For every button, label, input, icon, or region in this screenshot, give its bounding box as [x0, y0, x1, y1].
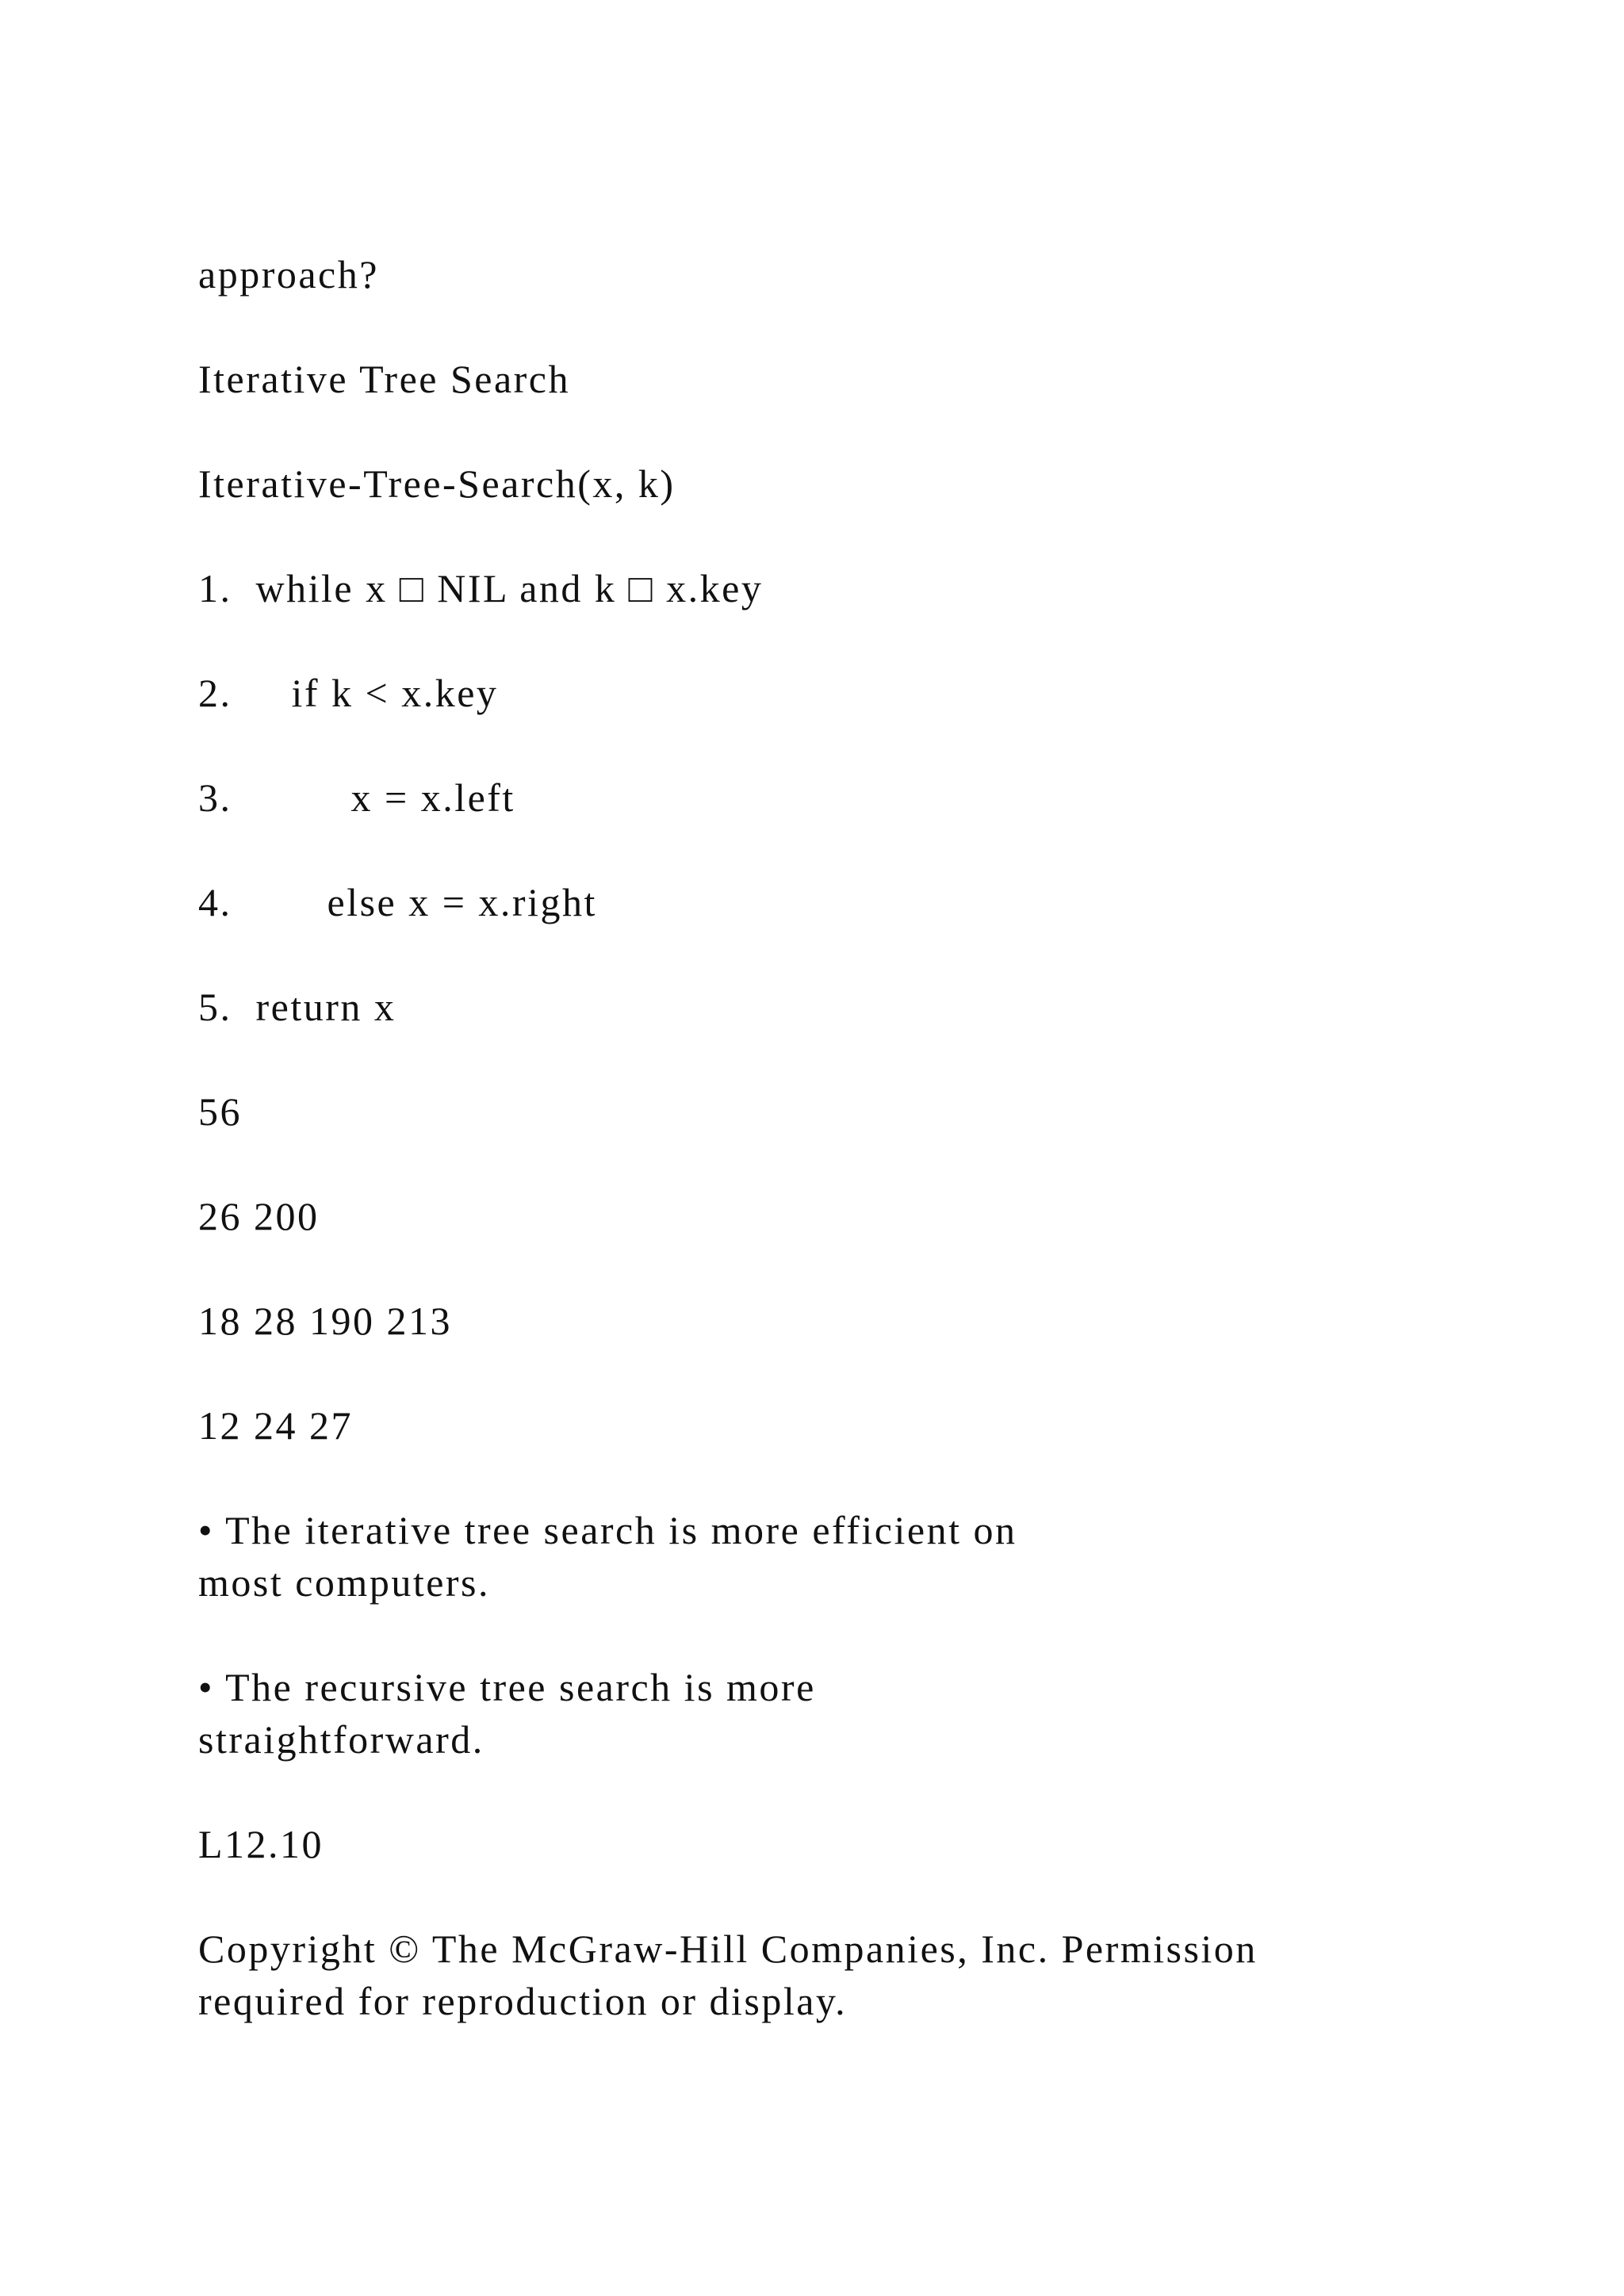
- bullet-recursive: • The recursive tree search is more straightforward.: [198, 1665, 816, 1762]
- function-signature: Iterative-Tree-Search(x, k): [198, 461, 676, 506]
- code-line-5: 5. return x: [198, 985, 396, 1029]
- tree-level-3: 18 28 190 213: [198, 1299, 452, 1343]
- code-line-2: 2. if k < x.key: [198, 671, 499, 715]
- tree-level-4: 12 24 27: [198, 1403, 353, 1448]
- code-line-3: 3. x = x.left: [198, 775, 515, 820]
- tree-level-1: 56: [198, 1089, 242, 1134]
- bullet-iterative: • The iterative tree search is more efficient on most computers.: [198, 1508, 1017, 1605]
- copyright-notice: Copyright © The McGraw-Hill Companies, Inc. Permission required for reproduction or display.: [198, 1927, 1258, 2023]
- code-line-1: 1. while x □ NIL and k □ x.key: [198, 566, 764, 610]
- section-title: Iterative Tree Search: [198, 357, 571, 401]
- slide-number: L12.10: [198, 1822, 324, 1866]
- code-line-4: 4. else x = x.right: [198, 880, 597, 924]
- tree-level-2: 26 200: [198, 1194, 320, 1238]
- text-line-approach: approach?: [198, 252, 379, 297]
